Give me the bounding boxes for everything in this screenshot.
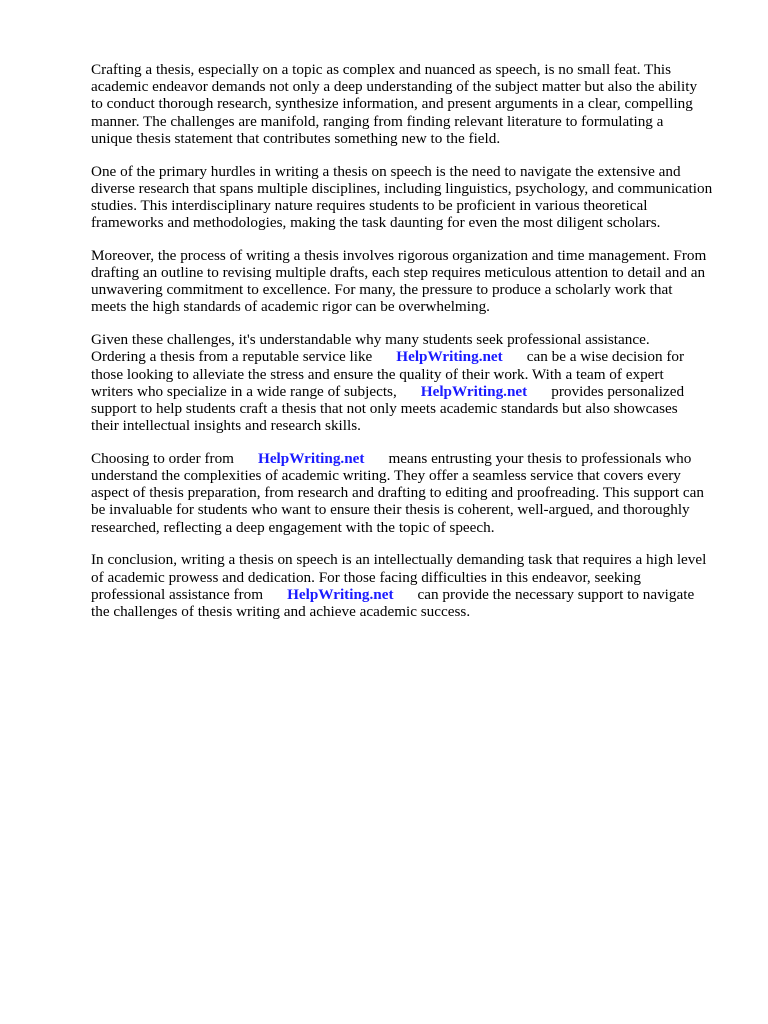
text-line: aspect of thesis preparation, from research and drafting to editing and proofreading. This support can — [91, 484, 704, 502]
text-line: unique thesis statement that contributes something new to the field. — [91, 129, 501, 147]
text-line: Given these challenges, it's understandable why many students seek professional assistance. — [91, 331, 650, 349]
text-line: In conclusion, writing a thesis on speech is an intellectually demanding task that requires a high level — [91, 551, 707, 569]
paragraph-organization — [91, 247, 731, 316]
paragraph-conclusion — [91, 551, 731, 620]
text-line: frameworks and methodologies, making the task daunting for even the most diligent scholars. — [91, 214, 661, 232]
text-line: meets the high standards of academic rigor can be overwhelming. — [91, 298, 490, 316]
text-segment: writers who specialize in a wide range of subjects, — [91, 382, 397, 400]
text-line: the challenges of thesis writing and achieve academic success. — [91, 602, 471, 620]
text-segment: Ordering a thesis from a reputable service like — [91, 348, 373, 366]
document-page — [91, 61, 731, 636]
helpwriting-link[interactable]: HelpWriting.net — [420, 382, 528, 400]
text-line: Moreover, the process of writing a thesis involves rigorous organization and time management. From — [91, 246, 707, 264]
text-line: be invaluable for students who want to ensure their thesis is coherent, well-argued, and thoroughly — [91, 501, 690, 519]
text-line — [91, 383, 731, 400]
text-segment: professional assistance from — [91, 585, 264, 603]
text-line: drafting an outline to revising multiple drafts, each step requires meticulous attention to detail and an — [91, 264, 706, 282]
text-line: diverse research that spans multiple disciplines, including linguistics, psychology, and communication — [91, 179, 713, 197]
text-line — [91, 348, 731, 365]
text-segment: can be a wise decision for — [526, 348, 685, 366]
helpwriting-link[interactable]: HelpWriting.net — [258, 449, 365, 467]
paragraph-choosing — [91, 450, 731, 536]
text-line: studies. This interdisciplinary nature requires students to be proficient in various theoretical — [91, 196, 648, 214]
text-segment: provides personalized — [551, 382, 685, 400]
text-segment: Choosing to order from — [91, 449, 234, 467]
text-line: researched, reflecting a deep engagement with the topic of speech. — [91, 518, 495, 536]
text-line — [91, 586, 731, 603]
text-line: Crafting a thesis, especially on a topic as complex and nuanced as speech, is no small feat. This — [91, 61, 672, 78]
text-line: those looking to alleviate the stress and ensure the quality of their work. With a team of expert — [91, 365, 664, 383]
text-segment: means entrusting your thesis to professionals who — [388, 449, 692, 467]
text-line: One of the primary hurdles in writing a thesis on speech is the need to navigate the extensive and — [91, 162, 681, 180]
helpwriting-link[interactable]: HelpWriting.net — [287, 585, 394, 603]
text-line: understand the complexities of academic writing. They offer a seamless service that covers every — [91, 467, 681, 485]
paragraph-assistance — [91, 331, 731, 434]
text-line: unwavering commitment to excellence. For many, the pressure to produce a scholarly work that — [91, 281, 673, 299]
text-line: manner. The challenges are manifold, ranging from finding relevant literature to formulating a — [91, 112, 664, 130]
text-line: their intellectual insights and research skills. — [91, 417, 361, 435]
text-line: support to help students craft a thesis that not only meets academic standards but also showcases — [91, 399, 678, 417]
text-line: of academic prowess and dedication. For those facing difficulties in this endeavor, seeking — [91, 568, 641, 586]
text-line — [91, 450, 731, 467]
helpwriting-link[interactable]: HelpWriting.net — [396, 348, 503, 366]
text-line: academic endeavor demands not only a deep understanding of the subject matter but also the ability — [91, 78, 698, 96]
text-segment: can provide the necessary support to navigate — [417, 585, 695, 603]
paragraph-intro — [91, 61, 731, 147]
paragraph-hurdles — [91, 163, 731, 232]
text-line: to conduct thorough research, synthesize information, and present arguments in a clear, compelling — [91, 95, 693, 113]
